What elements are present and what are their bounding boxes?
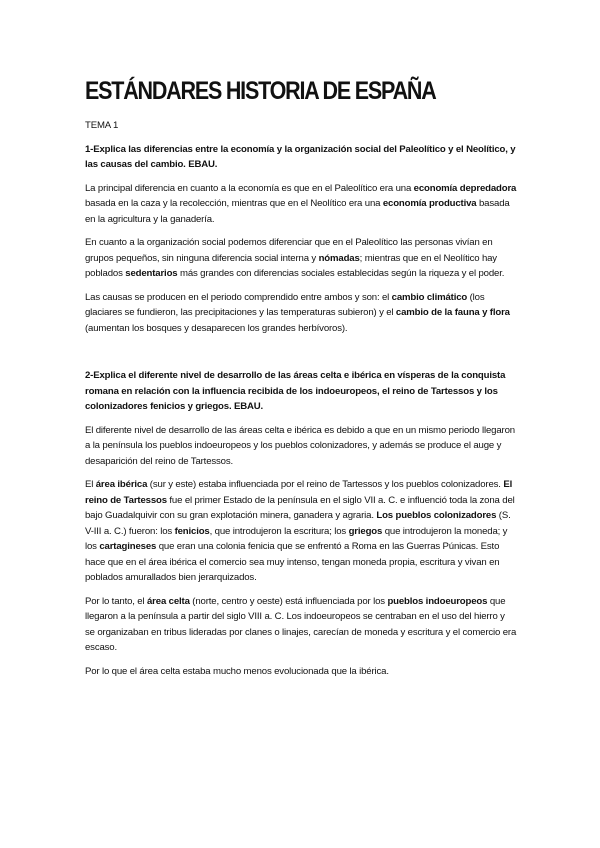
bold-term: fenicios (174, 525, 210, 537)
document-page (85, 76, 517, 687)
text-run: que introdujeron la moneda; y los (85, 525, 508, 552)
answer-1-paragraph-1 (85, 181, 517, 228)
question-1: 1-Explica las diferencias entre la economía y la organización social del Paleolítico y el Neolítico, y las causas del cambio. EBAU. (85, 143, 516, 170)
bold-term: economía depredadora (413, 182, 517, 194)
text-run: El diferente nivel de desarrollo de las áreas celta e ibérica es debido a que en un mismo periodo llegaron a la península los pueblos indoeuropeos y los pueblos colonizadores, y además se produce el auge y desaparición del reino de Tartessos. (85, 424, 515, 467)
section-gap (85, 344, 517, 368)
text-run: (norte, centro y oeste) está influenciada por los (189, 595, 388, 607)
text-run: Por lo tanto, el (85, 595, 147, 607)
text-run: que llegaron a la península a partir del siglo VIII a. C. Los indoeuropeos se centraban en el uso del hierro y se organizaban en tribus lideradas por clanes o linajes, carecían de moneda y escritura y el comercio era escaso. (85, 595, 517, 653)
text-run: El (85, 479, 96, 490)
document-title: ESTÁNDARES HISTORIA DE ESPAÑA (85, 77, 436, 105)
text-run: (aumentan los bosques y desaparecen los grandes herbívoros). (85, 322, 348, 334)
text-run: , que introdujeron la escritura; los (209, 525, 349, 537)
text-run: (S. V-III a. C.) fueron: los (85, 510, 511, 537)
text-run: Por lo que el área celta estaba mucho menos evolucionada que la ibérica. (85, 665, 389, 677)
answer-2-paragraph-3 (85, 594, 517, 656)
text-run: En cuanto a la organización social podemos diferenciar que en el Paleolítico las personas vivían en grupos pequeños, sin ninguna diferencia social interna y (85, 237, 493, 264)
answer-1-paragraph-2 (85, 235, 517, 282)
section-label: TEMA 1 (85, 120, 119, 131)
bold-term: cambio de la fauna y flora (395, 307, 510, 318)
question-2: 2-Explica el diferente nivel de desarrollo de las áreas celta e ibérica en vísperas de la conquista romana en relación con la influencia recibida de los indoeuropeos, el reino de Tartessos y los colonizadores fenicios y griegos. EBAU. (85, 370, 506, 412)
text-run: ; mientras que en el Neolítico hay poblados (85, 252, 497, 279)
bold-term: área ibérica (95, 479, 148, 490)
text-run: (los glaciares se fundieron, las precipitaciones y las temperaturas subieron) y el (85, 291, 485, 318)
answer-2-paragraph-4 (85, 664, 517, 680)
answer-2-paragraph-1 (85, 423, 517, 470)
answer-2-paragraph-2 (85, 477, 517, 586)
bold-term: sedentarios (125, 268, 178, 279)
text-run: Las causas se producen en el periodo comprendido entre ambos y son: el (85, 291, 392, 303)
bold-term: El reino de Tartessos (85, 479, 513, 506)
bold-term: nómadas (318, 252, 360, 264)
bold-term: economía productiva (382, 198, 477, 209)
bold-term: área celta (146, 595, 190, 607)
text-run: La principal diferencia en cuanto a la economía es que en el Paleolítico era una (85, 182, 414, 194)
text-run: basada en la agricultura y la ganadería. (85, 198, 510, 225)
bold-term: Los pueblos colonizadores (376, 510, 497, 521)
bold-term: pueblos indoeuropeos (387, 595, 488, 607)
text-run: (sur y este) estaba influenciada por el reino de Tartessos y los pueblos colonizadores. (147, 479, 504, 490)
answer-1-paragraph-3 (85, 290, 517, 337)
text-run: más grandes con diferencias sociales establecidas según la riqueza y el poder. (177, 268, 505, 279)
bold-term: cambio climático (391, 291, 468, 303)
text-run: fue el primer Estado de la península en el siglo VII a. C. e influenció toda la zona del bajo Guadalquivir con su gran explotación minera, ganadera y agraria. (85, 494, 515, 521)
text-run: que eran una colonia fenicia que se enfrentó a Roma en las Guerras Púnicas. Esto hace que en el área ibérica el comercio sea muy intenso, tengan moneda propia, escritura y vivan en poblados amurallados bien jerarquizados. (85, 541, 500, 583)
bold-term: cartagineses (99, 541, 157, 552)
text-run: basada en la caza y la recolección, mientras que en el Neolítico era una (85, 198, 383, 209)
bold-term: griegos (348, 525, 383, 537)
